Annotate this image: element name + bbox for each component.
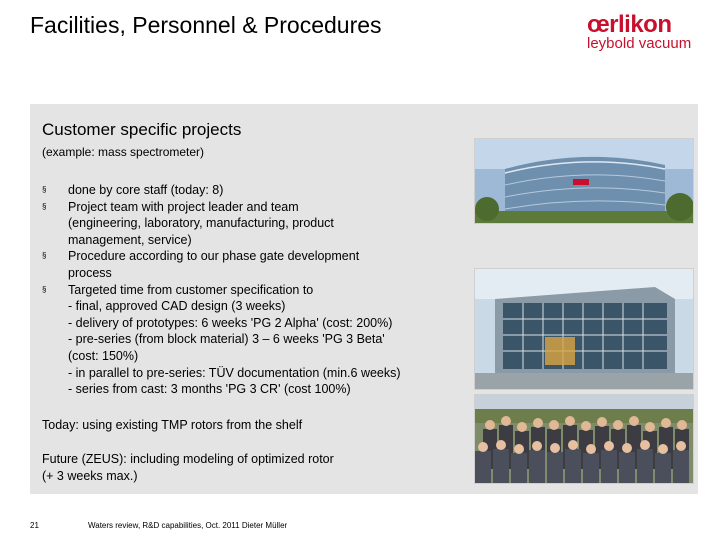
section-heading: Customer specific projects (42, 120, 242, 139)
logo-wordmark: œrlikon (587, 11, 672, 38)
section-subheading: (example: mass spectrometer) (42, 145, 205, 159)
bullet-list (42, 182, 462, 398)
today-note: Today: using existing TMP rotors from the shelf (42, 418, 303, 432)
bullet-item (42, 282, 462, 398)
footer-text: Waters review, R&D capabilities, Oct. 2011 Dieter Müller (88, 521, 288, 530)
bullet-text: done by core staff (today: 8) (68, 183, 224, 197)
page-number: 21 (30, 521, 39, 530)
building-photo-curved (474, 138, 694, 224)
bullet-item (42, 199, 462, 249)
building-photo-glass (474, 268, 694, 390)
bullet-item (42, 182, 462, 199)
bullet-text: Project team with project leader and team (engineering, laboratory, manufacturing, product management, service) (68, 199, 334, 247)
future-note: Future (ZEUS): including modeling of optimized rotor (+ 3 weeks max.) (42, 452, 334, 483)
team-group-photo (474, 394, 694, 484)
bullet-text: Targeted time from customer specification to - final, approved CAD design (3 weeks) - delivery of prototypes: 6 weeks 'PG 2 Alpha' (cost: 200%) - pre-series (from block material) 3 – 6 weeks 'PG 3 Beta' (cost: 150%) - in parallel to pre-series: TÜV documentation (min.6 weeks) - series from cast: 3 months 'PG 3 CR' (cost 100%) (68, 282, 401, 397)
bullet-marker: § (42, 251, 47, 261)
bullet-text: Procedure according to our phase gate development process (68, 249, 360, 280)
bullet-marker: § (42, 284, 47, 294)
logo-subtitle: leybold vacuum (587, 35, 692, 52)
bullet-marker: § (42, 185, 47, 194)
bullet-marker: § (42, 201, 47, 211)
bullet-item (42, 248, 462, 281)
slide-title: Facilities, Personnel & Procedures (30, 12, 382, 38)
oerlikon-logo (587, 11, 697, 56)
